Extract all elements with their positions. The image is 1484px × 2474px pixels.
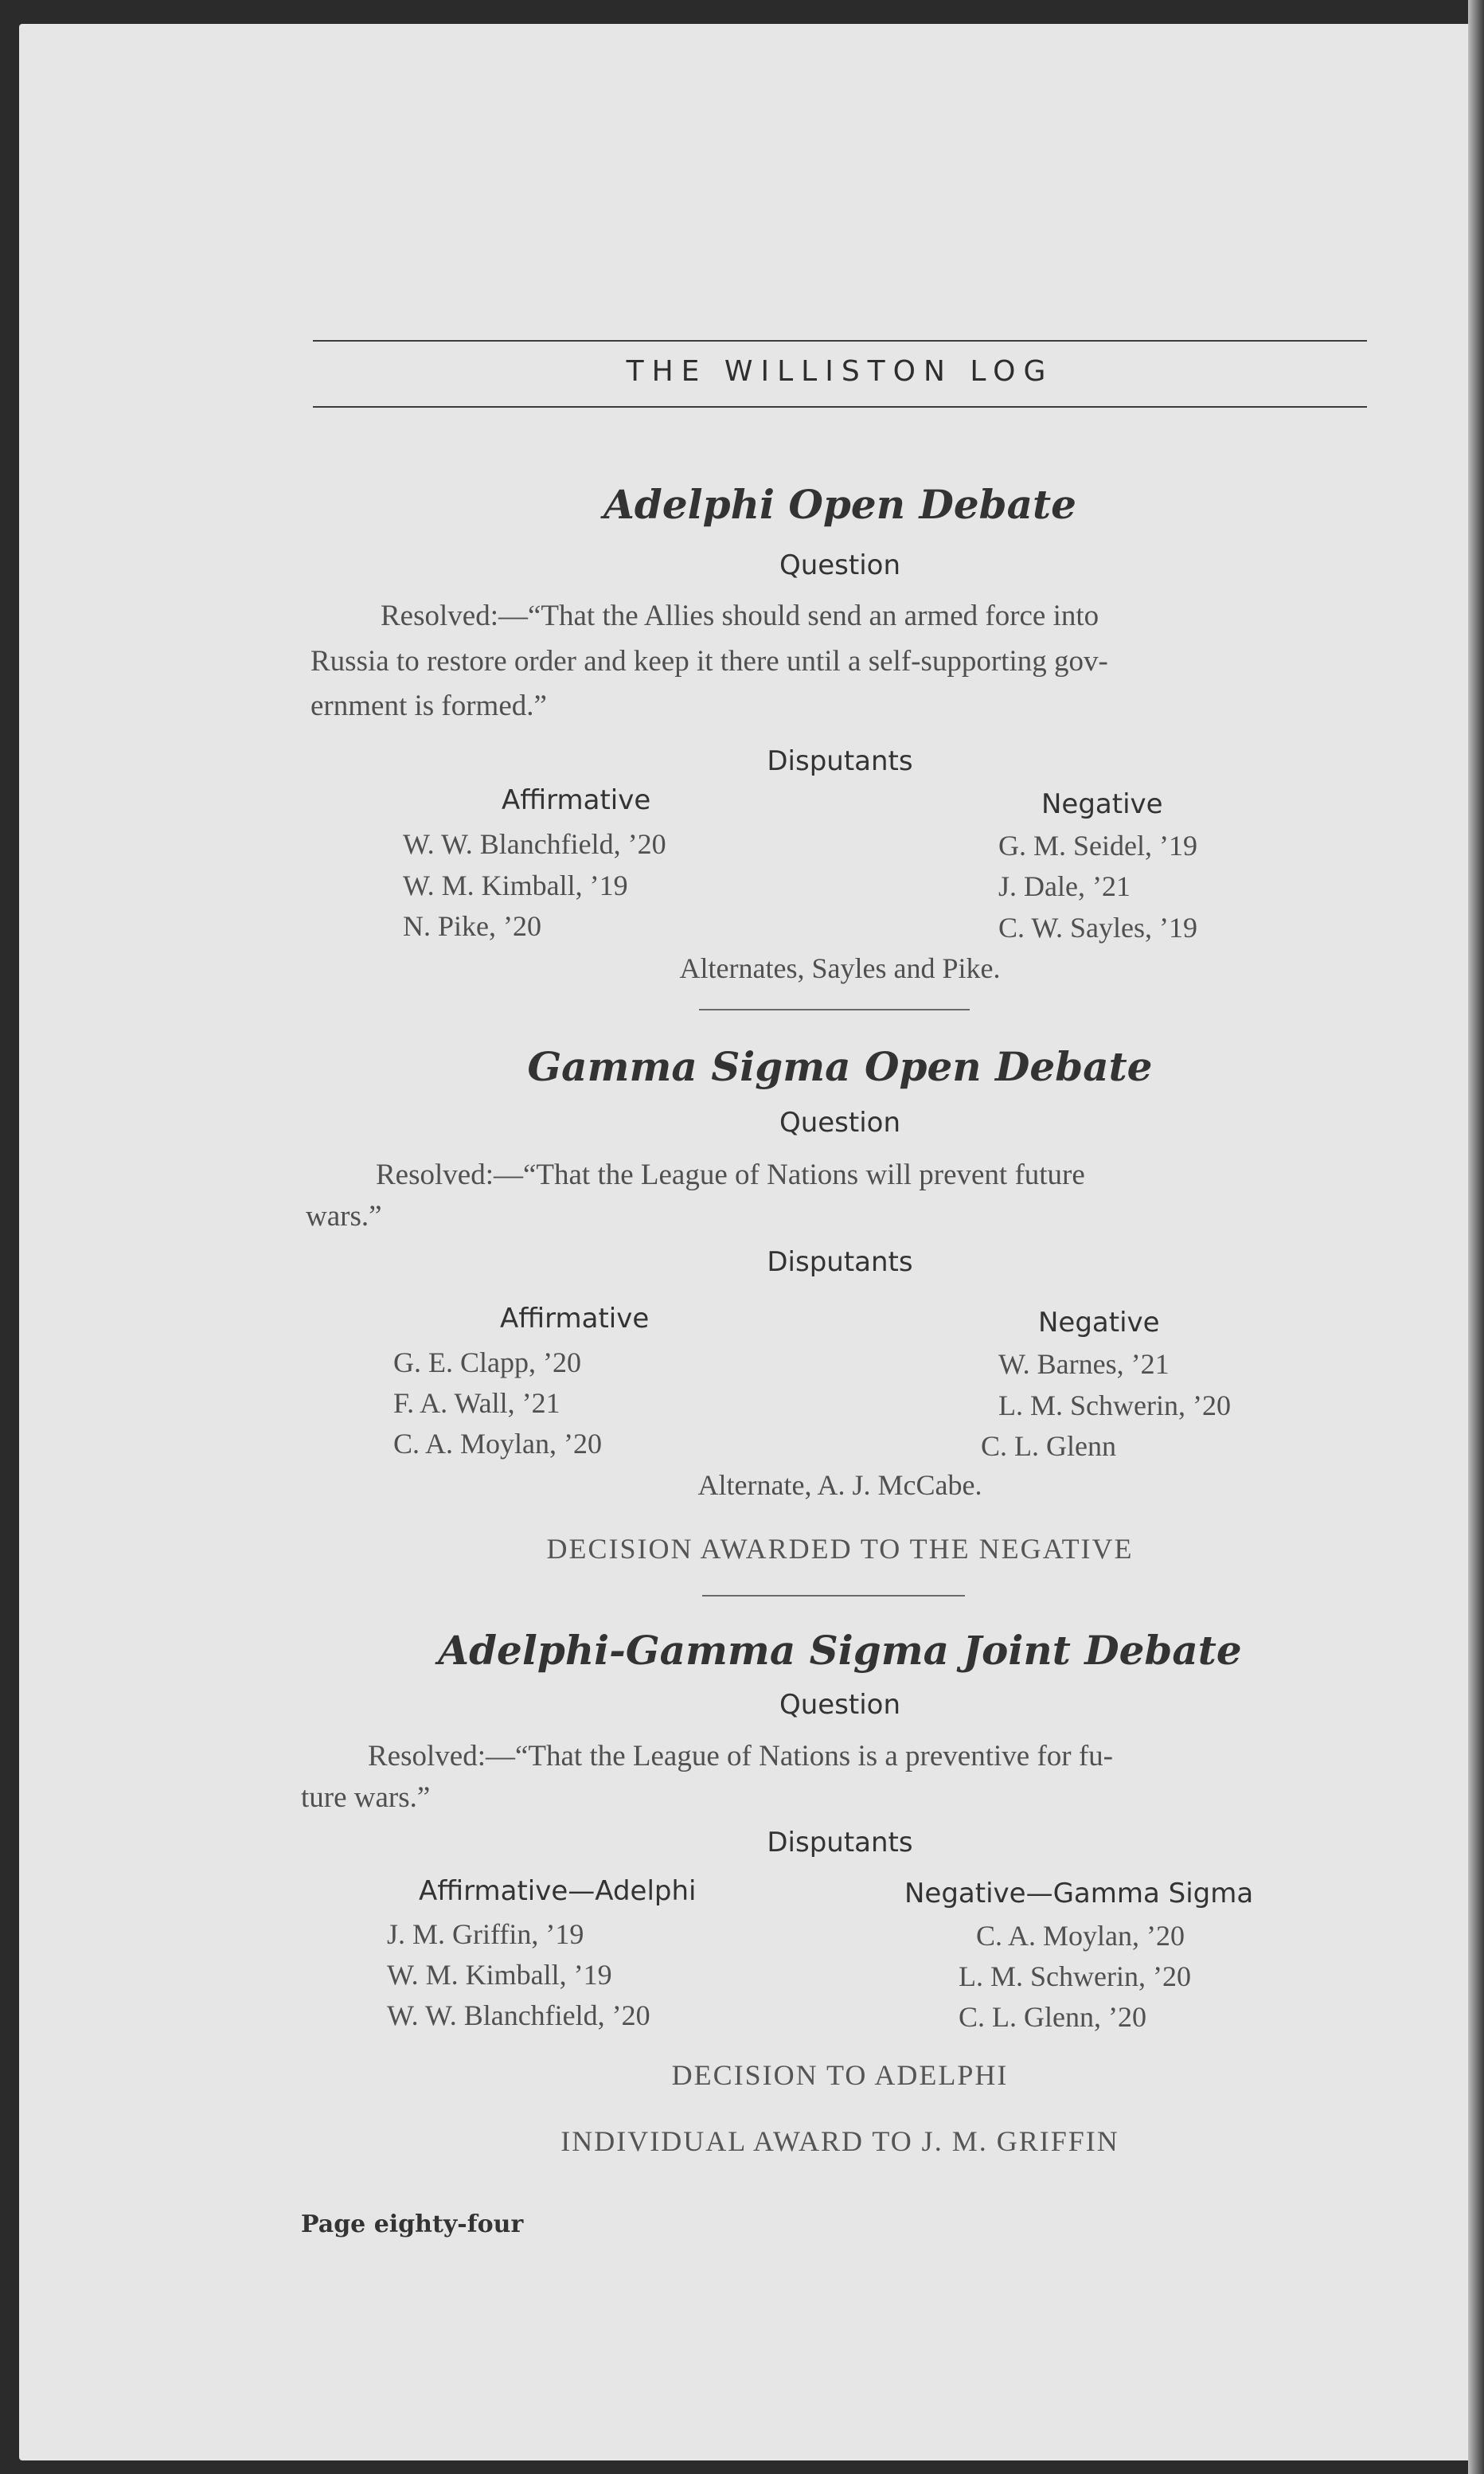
section2-disputants-label: Disputants bbox=[767, 1246, 913, 1278]
section3-affirmative-name: W. M. Kimball, ’19 bbox=[387, 1959, 612, 1991]
section2-affirmative-name: G. E. Clapp, ’20 bbox=[393, 1346, 581, 1378]
page-sheet bbox=[19, 24, 1476, 2460]
section1-negative-label: Negative bbox=[1041, 788, 1163, 820]
section1-negative-name: J. Dale, ’21 bbox=[998, 870, 1131, 902]
section3-title: Adelphi-Gamma Sigma Joint Debate bbox=[438, 1627, 1242, 1674]
section3-affirmative-name: J. M. Griffin, ’19 bbox=[387, 1918, 584, 1950]
section1-title: Adelphi Open Debate bbox=[603, 481, 1076, 528]
section1-disputants-label: Disputants bbox=[767, 745, 913, 777]
section2-decision: DECISION AWARDED TO THE NEGATIVE bbox=[546, 1533, 1134, 1565]
section2-alternate: Alternate, A. J. McCabe. bbox=[697, 1469, 982, 1501]
section3-disputants-label: Disputants bbox=[767, 1827, 913, 1858]
section3-negative-name: C. L. Glenn, ’20 bbox=[959, 2001, 1146, 2033]
section1-alternates: Alternates, Sayles and Pike. bbox=[679, 952, 1001, 984]
section2-affirmative-name: C. A. Moylan, ’20 bbox=[393, 1428, 603, 1460]
running-header: THE WILLISTON LOG bbox=[626, 355, 1054, 388]
section2-negative-name: C. L. Glenn bbox=[981, 1430, 1116, 1462]
section2-resolution-line1: Resolved:—“That the League of Nations will prevent future bbox=[376, 1159, 1085, 1191]
section3-resolution-line2: ture wars.” bbox=[301, 1781, 431, 1814]
section2-negative-label: Negative bbox=[1038, 1307, 1160, 1339]
section1-affirmative-name: W. W. Blanchfield, ’20 bbox=[403, 828, 666, 860]
section3-decision: DECISION TO ADELPHI bbox=[671, 2059, 1009, 2091]
section1-resolution-line2: Russia to restore order and keep it there until a self-supporting gov- bbox=[310, 645, 1108, 678]
section2-affirmative-label: Affirmative bbox=[500, 1303, 650, 1335]
section3-affirmative-name: W. W. Blanchfield, ’20 bbox=[387, 1999, 650, 2031]
page-number: Page eighty-four bbox=[301, 2210, 524, 2238]
section3-negative-label: Negative—Gamma Sigma bbox=[904, 1878, 1254, 1909]
section2-title: Gamma Sigma Open Debate bbox=[527, 1043, 1153, 1090]
section2-question-label: Question bbox=[779, 1107, 901, 1139]
section2-affirmative-name: F. A. Wall, ’21 bbox=[393, 1387, 560, 1419]
section1-affirmative-label: Affirmative bbox=[502, 784, 651, 816]
section3-affirmative-label: Affirmative—Adelphi bbox=[419, 1875, 697, 1907]
section-divider bbox=[702, 1595, 965, 1597]
section1-question-label: Question bbox=[779, 549, 901, 581]
section3-negative-name: L. M. Schwerin, ’20 bbox=[959, 1960, 1191, 1992]
page-edge-shadow bbox=[1468, 0, 1484, 2474]
section-divider bbox=[699, 1009, 970, 1010]
section3-resolution-line1: Resolved:—“That the League of Nations is a preventive for fu- bbox=[368, 1740, 1113, 1772]
section3-question-label: Question bbox=[779, 1689, 901, 1721]
section1-resolution-line1: Resolved:—“That the Allies should send an armed force into bbox=[381, 600, 1099, 632]
section3-individual-award: INDIVIDUAL AWARD TO J. M. GRIFFIN bbox=[560, 2125, 1119, 2157]
header-rule-bottom bbox=[313, 406, 1367, 408]
section1-resolution-line3: ernment is formed.” bbox=[310, 690, 547, 722]
section2-resolution-line2: wars.” bbox=[306, 1200, 382, 1233]
section2-negative-name: W. Barnes, ’21 bbox=[998, 1348, 1170, 1380]
section2-negative-name: L. M. Schwerin, ’20 bbox=[998, 1389, 1231, 1421]
section1-affirmative-name: W. M. Kimball, ’19 bbox=[403, 870, 628, 901]
header-rule-top bbox=[313, 340, 1367, 342]
section1-negative-name: G. M. Seidel, ’19 bbox=[998, 830, 1197, 862]
section3-negative-name: C. A. Moylan, ’20 bbox=[976, 1920, 1185, 1952]
section1-negative-name: C. W. Sayles, ’19 bbox=[998, 912, 1198, 944]
section1-affirmative-name: N. Pike, ’20 bbox=[403, 910, 541, 942]
